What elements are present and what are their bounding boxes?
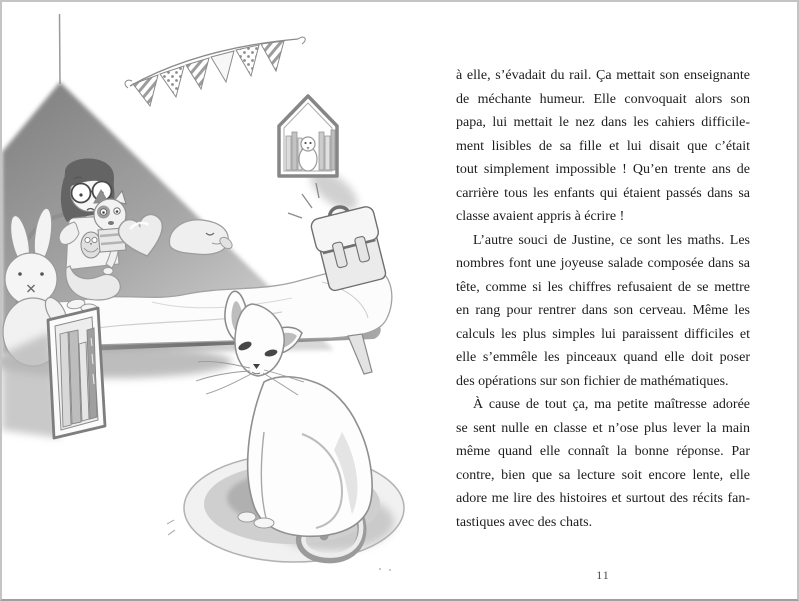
text-line: elle s’emmêle les pinceaux quand elle doit poser	[456, 350, 750, 365]
paragraph	[456, 393, 750, 534]
text-line: À cause de tout ça, ma petite maîtresse adorée	[473, 397, 750, 412]
bedroom-illustration	[2, 2, 442, 601]
paragraph	[456, 229, 750, 394]
page-number: 11	[596, 568, 610, 582]
text-line: de méchante humeur. Elle convoquait alors son	[456, 91, 750, 107]
bed-leg	[348, 334, 372, 374]
text-line: des opérations sur son fichier de mathématiques.	[456, 373, 729, 389]
paragraph	[456, 64, 750, 229]
pencil-dot	[379, 568, 381, 570]
text-line: tête, comme si les chiffres refusaient de se mettre	[456, 279, 750, 295]
text-line: à elle, s’évadait du rail. Ça mettait son enseignante	[456, 68, 750, 83]
text-line: calculs les plus simples lui paraissent difficiles et	[456, 326, 750, 342]
text-column	[456, 64, 750, 534]
text-line: en rang pour rentrer dans son cerveau. Même les	[456, 303, 750, 318]
cat-plush	[94, 190, 126, 252]
text-line: se sent nulle en classe et n’ose plus lever la main	[456, 420, 750, 436]
text-line: contre, bien que sa lecture soit encore lente, elle	[456, 467, 750, 483]
text-line: papa, lui mettait le nez dans les cahiers difficile-	[456, 115, 750, 130]
text-line: nombres font une joyeuse salade composée dans sa	[456, 256, 750, 271]
text-line: tastiques avec des chats.	[456, 514, 593, 530]
bunting-flags	[125, 37, 305, 106]
text-line: adore me lire des histoires et surtout des récits fan-	[456, 491, 750, 506]
pencil-dot	[389, 569, 391, 571]
text-line: L’autre souci de Justine, ce sont les maths. Les	[473, 232, 750, 248]
text-line: ment lisibles de sa fille et lui disait que c’était	[456, 138, 750, 154]
cat-body	[248, 377, 372, 537]
text-line: carrière tous les enfants qui étaient passés dans sa	[456, 185, 750, 201]
text-line: tout simplement impossible ! Qu’en trente ans de	[456, 162, 750, 177]
text-line: même quand elle connaît la bonne réponse. Par	[456, 444, 750, 459]
house-shelf	[279, 96, 364, 217]
text-line: classe avaient appris à écrire !	[456, 209, 625, 224]
penguin-figure	[299, 137, 317, 171]
